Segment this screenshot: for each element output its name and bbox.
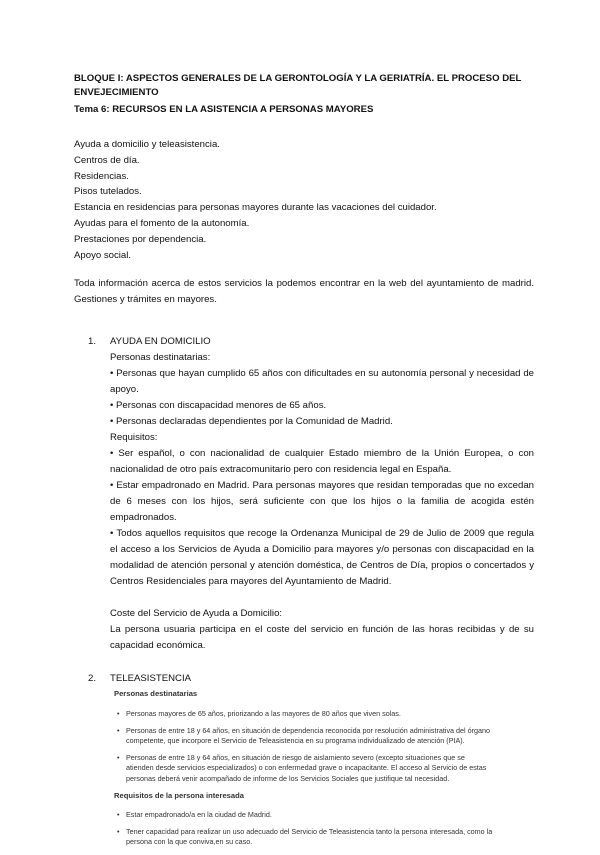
- destinatarias-list: [114, 709, 494, 784]
- document-page: [74, 72, 534, 855]
- service-item: Centros de día.: [74, 154, 140, 166]
- list-item: • Personas de entre 18 y 64 años, en situación de riesgo de aislamiento severo (excepto situaciones que se atienden desde servicios especializados) o con enfermedad grave o incapacitante. El acceso al Servicio de estas personas deberá venir acompañado de informe de los Servicios Sociales que justifique tal necesidad.: [126, 753, 494, 784]
- coste-text: La persona usuaria participa en el coste del servicio en función de las horas recibidas y de su capacidad económica.: [110, 624, 534, 652]
- requisitos-label: Requisitos:: [110, 432, 158, 444]
- requisitos-list: [114, 810, 494, 848]
- requisito-item: • Estar empadronado en Madrid. Para personas mayores que residan temporadas que no excedan de 6 meses con los hijos, será suficiente con que los hijos o la familia de acogida estén empadronados.: [110, 480, 534, 524]
- service-item: Apoyo social.: [74, 249, 132, 261]
- service-item: Residencias.: [74, 170, 129, 182]
- destinatario-item: • Personas con discapacidad menores de 65 años.: [110, 400, 327, 412]
- document-header: [74, 72, 534, 117]
- teleasistencia-embedded-image: [114, 689, 494, 847]
- list-item: • Estar empadronado/a en la ciudad de Madrid.: [126, 810, 494, 820]
- service-item: Ayudas para el fomento de la autonomía.: [74, 217, 250, 229]
- list-item: • Tener capacidad para realizar un uso adecuado del Servicio de Teleasistencia tanto la persona interesada, como la persona con la que conviva,en su caso.: [126, 827, 494, 847]
- section-number: 1.: [88, 336, 97, 348]
- coste-label: Coste del Servicio de Ayuda a Domicilio:: [110, 608, 283, 620]
- intro-paragraph: Toda información acerca de estos servicios la podemos encontrar en la web del ayuntamiento de madrid. Gestiones y trámites en mayores.: [74, 278, 534, 306]
- service-item: Pisos tutelados.: [74, 186, 142, 198]
- section-ayuda-domicilio: [74, 334, 534, 654]
- tema-heading: Tema 6: RECURSOS EN LA ASISTENCIA A PERSONAS MAYORES: [74, 104, 374, 115]
- list-item: • Personas mayores de 65 años, priorizando a las mayores de 80 años que viven solas.: [126, 709, 494, 719]
- services-list: [74, 137, 534, 263]
- service-item: Ayuda a domicilio y teleasistencia.: [74, 139, 220, 150]
- service-item: Prestaciones por dependencia.: [74, 233, 207, 245]
- destinatario-item: • Personas declaradas dependientes por la Comunidad de Madrid.: [110, 416, 393, 428]
- section-number: 2.: [88, 673, 97, 685]
- requisitos-interesada-label: Requisitos de la persona interesada: [114, 790, 244, 800]
- destinatarias-label: Personas destinatarias: [114, 689, 198, 699]
- requisito-item: • Ser español, o con nacionalidad de cualquier Estado miembro de la Unión Europea, o con nacionalidad de otro país extracomunitario pero con residencia legal en España.: [110, 448, 534, 476]
- section-title: AYUDA EN DOMICILIO: [110, 336, 211, 348]
- section-title: TELEASISTENCIA: [110, 673, 192, 685]
- bloque-heading: BLOQUE I: ASPECTOS GENERALES DE LA GERONTOLOGÍA Y LA GERIATRÍA. EL PROCESO DEL ENVEJECIMIENTO: [74, 73, 522, 98]
- requisito-item: • Todos aquellos requisitos que recoge la Ordenanza Municipal de 29 de Julio de 2009 que regula el acceso a los Servicios de Ayuda a Domicilio para mayores y/o personas con discapacidad en la modalidad de atención personal y atención doméstica, de Centros de Día, propios o concertados y Centros Residenciales para mayores del Ayuntamiento de Madrid.: [110, 528, 534, 588]
- list-item: • Personas de entre 18 y 64 años, en situación de dependencia reconocida por resolución administrativa del órgano competente, que incorpore el Servicio de Teleasistencia en su programa individualizado de atención (PIA).: [126, 726, 494, 746]
- destinatarios-label: Personas destinatarias:: [110, 352, 211, 364]
- section-teleasistencia: [74, 671, 534, 687]
- service-item: Estancia en residencias para personas mayores durante las vacaciones del cuidador.: [74, 202, 437, 214]
- destinatario-item: • Personas que hayan cumplido 65 años con dificultades en su autonomía personal y necesidad de apoyo.: [110, 368, 534, 396]
